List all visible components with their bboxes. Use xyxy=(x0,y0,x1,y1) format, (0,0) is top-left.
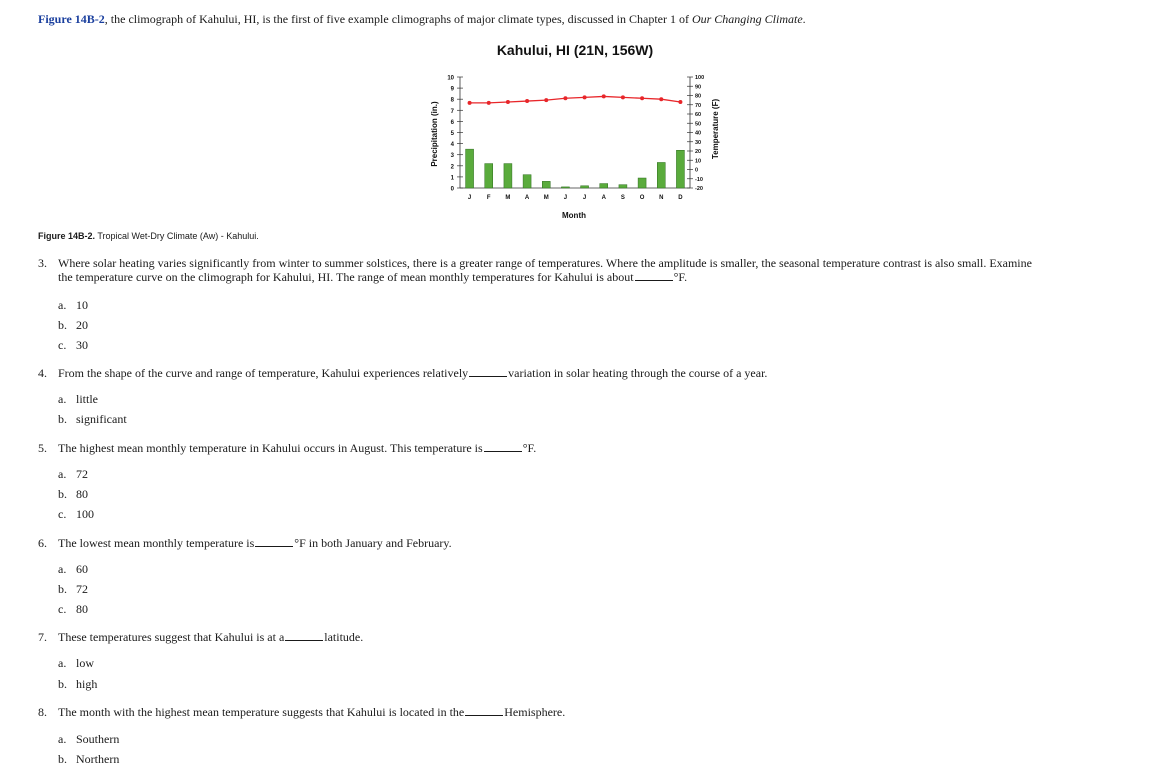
month-label: J xyxy=(563,195,568,201)
option-3a[interactable] xyxy=(58,298,88,313)
precip-bar xyxy=(523,175,531,188)
option-letter: a. xyxy=(58,392,67,406)
option-5c[interactable] xyxy=(58,507,94,522)
month-label: O xyxy=(639,195,645,201)
temp-tick-label: 50 xyxy=(695,121,702,128)
option-text: significant xyxy=(76,412,127,426)
month-label: J xyxy=(467,195,472,201)
question-text: °F. xyxy=(673,270,688,284)
question-text: the temperature curve on the climograph for Kahului, HI. The range of mean monthly temperatures for Kahului is about xyxy=(58,270,634,284)
option-letter: b. xyxy=(58,582,67,596)
precip-tick-label: 9 xyxy=(450,86,454,93)
precip-bar xyxy=(657,162,665,188)
question-number: 4. xyxy=(38,366,47,380)
option-text: 72 xyxy=(76,467,88,481)
precip-bar xyxy=(676,150,684,188)
temp-tick-label: 80 xyxy=(695,93,702,100)
option-letter: b. xyxy=(58,412,67,426)
option-3b[interactable] xyxy=(58,318,88,333)
question-number: 5. xyxy=(38,441,47,455)
question-text: These temperatures suggest that Kahului is at a xyxy=(58,630,285,644)
question-6 xyxy=(38,536,452,550)
question-4 xyxy=(38,366,767,380)
option-letter: a. xyxy=(58,562,67,576)
precip-bar xyxy=(561,187,569,188)
option-4a[interactable] xyxy=(58,392,98,407)
temperature-point xyxy=(544,98,548,102)
temperature-point xyxy=(640,96,644,100)
temperature-point xyxy=(583,95,587,99)
option-letter: b. xyxy=(58,318,67,332)
option-6c[interactable] xyxy=(58,602,88,617)
precip-bar xyxy=(581,186,589,188)
option-letter: a. xyxy=(58,656,67,670)
book-title: Our Changing Climate xyxy=(691,12,803,26)
question-text: °F. xyxy=(522,441,537,455)
month-label: A xyxy=(601,195,606,201)
temperature-point xyxy=(525,99,529,103)
precip-bar xyxy=(504,164,512,188)
question-5 xyxy=(38,441,536,455)
temperature-point xyxy=(678,100,682,104)
option-text: 80 xyxy=(76,602,88,616)
option-3c[interactable] xyxy=(58,338,88,353)
option-6a[interactable] xyxy=(58,562,88,577)
precip-tick-label: 2 xyxy=(450,164,454,171)
question-number: 6. xyxy=(38,536,47,550)
option-letter: a. xyxy=(58,732,67,746)
temperature-point xyxy=(506,100,510,104)
option-4b[interactable] xyxy=(58,412,127,427)
answer-blank[interactable] xyxy=(484,442,522,452)
figure-link[interactable]: Figure 14B-2 xyxy=(38,12,105,26)
option-text: little xyxy=(76,392,98,406)
option-text: 20 xyxy=(76,318,88,332)
month-label: M xyxy=(505,195,511,201)
option-text: low xyxy=(76,656,94,670)
precip-bar xyxy=(485,164,493,188)
option-5a[interactable] xyxy=(58,467,88,482)
temp-tick-label: -10 xyxy=(695,176,703,183)
question-text: variation in solar heating through the course of a year. xyxy=(508,366,768,380)
precip-bar xyxy=(600,184,608,188)
option-7b[interactable] xyxy=(58,677,97,692)
option-letter: b. xyxy=(58,677,67,691)
chart-title: Kahului, HI (21N, 156W) xyxy=(496,42,654,58)
option-letter: c. xyxy=(58,602,67,616)
question-8 xyxy=(38,705,565,719)
answer-blank[interactable] xyxy=(469,367,507,377)
question-text: The lowest mean monthly temperature is xyxy=(58,536,255,550)
precip-tick-label: 1 xyxy=(450,175,454,182)
temp-tick-label: 90 xyxy=(695,84,702,91)
option-text: 60 xyxy=(76,562,88,576)
option-text: 10 xyxy=(76,298,88,312)
temp-tick-label: 100 xyxy=(695,75,705,82)
precip-tick-label: 8 xyxy=(450,97,454,104)
option-text: 80 xyxy=(76,487,88,501)
precip-bar xyxy=(638,178,646,188)
month-label: J xyxy=(582,195,587,201)
month-label: M xyxy=(543,195,549,201)
temp-tick-label: 60 xyxy=(695,112,702,119)
option-letter: b. xyxy=(58,487,67,501)
answer-blank[interactable] xyxy=(285,631,323,641)
option-letter: a. xyxy=(58,467,67,481)
question-number: 3. xyxy=(38,256,47,270)
option-text: 100 xyxy=(76,507,94,521)
figure-caption xyxy=(38,231,259,241)
precip-bar xyxy=(619,185,627,188)
question-text: From the shape of the curve and range of temperature, Kahului experiences relatively xyxy=(58,366,469,380)
temp-tick-label: 40 xyxy=(695,130,702,137)
precip-tick-label: 4 xyxy=(450,142,454,149)
caption-text: Tropical Wet-Dry Climate (Aw) - Kahului. xyxy=(95,231,259,241)
intro-text: , the climograph of Kahului, HI, is the first of five example climographs of major climate types, discussed in Chapter 1 of xyxy=(104,12,692,26)
question-text: latitude. xyxy=(324,630,364,644)
caption-label: Figure 14B-2. xyxy=(38,231,96,241)
question-text: Hemisphere. xyxy=(504,705,566,719)
precip-tick-label: 3 xyxy=(450,153,454,160)
option-7a[interactable] xyxy=(58,656,94,671)
intro-end: . xyxy=(802,12,806,26)
question-number: 8. xyxy=(38,705,47,719)
option-text: 30 xyxy=(76,338,88,352)
option-5b[interactable] xyxy=(58,487,88,502)
temp-tick-label: 10 xyxy=(695,158,702,165)
answer-blank[interactable] xyxy=(635,271,673,281)
y-axis-left-label: Precipitation (in.) xyxy=(430,101,439,167)
temp-tick-label: 20 xyxy=(695,149,702,156)
precip-tick-label: 0 xyxy=(450,186,454,193)
temperature-point xyxy=(487,101,491,105)
question-text: Where solar heating varies significantly from winter to summer solstices, there is a greater range of temperatures. Where the amplitude is smaller, the seasonal temperature contrast is also small. Examine xyxy=(58,256,1032,270)
precip-bar xyxy=(542,181,550,188)
temperature-point xyxy=(621,95,625,99)
precip-tick-label: 7 xyxy=(450,108,454,115)
temperature-line xyxy=(470,96,681,102)
option-letter: c. xyxy=(58,338,67,352)
option-6b[interactable] xyxy=(58,582,88,597)
option-text: Northern xyxy=(76,752,120,766)
question-text: °F in both January and February. xyxy=(294,536,452,550)
temperature-point xyxy=(659,97,663,101)
question-text: The month with the highest mean temperature suggests that Kahului is located in the xyxy=(58,705,465,719)
question-number: 7. xyxy=(38,630,47,644)
precip-bar xyxy=(466,149,474,188)
temp-tick-label: 70 xyxy=(695,102,702,109)
option-letter: b. xyxy=(58,752,67,766)
temperature-point xyxy=(468,101,472,105)
option-text: Southern xyxy=(76,732,120,746)
month-label: S xyxy=(620,195,625,201)
month-label: F xyxy=(486,195,491,201)
temperature-point xyxy=(602,94,606,98)
temp-tick-label: 0 xyxy=(695,167,699,174)
option-letter: a. xyxy=(58,298,67,312)
climograph xyxy=(0,0,1149,230)
question-3 xyxy=(38,256,1032,284)
option-text: 72 xyxy=(76,582,88,596)
month-label: N xyxy=(659,195,664,201)
temp-tick-label: -20 xyxy=(695,186,703,193)
temp-tick-label: 30 xyxy=(695,139,702,146)
temperature-point xyxy=(563,96,567,100)
answer-blank[interactable] xyxy=(255,537,293,547)
question-7 xyxy=(38,630,363,644)
answer-blank[interactable] xyxy=(465,706,503,716)
y-axis-right-label: Temperature (F) xyxy=(711,98,720,160)
precip-tick-label: 10 xyxy=(447,75,454,82)
month-label: D xyxy=(678,195,683,201)
option-letter: c. xyxy=(58,507,67,521)
month-label: A xyxy=(524,195,530,201)
option-8b[interactable] xyxy=(58,752,119,767)
option-8a[interactable] xyxy=(58,732,119,747)
x-axis-label: Month xyxy=(562,211,586,220)
question-text: The highest mean monthly temperature in Kahului occurs in August. This temperature is xyxy=(58,441,483,455)
precip-tick-label: 5 xyxy=(450,131,454,137)
precip-tick-label: 6 xyxy=(450,119,454,126)
option-text: high xyxy=(76,677,98,691)
